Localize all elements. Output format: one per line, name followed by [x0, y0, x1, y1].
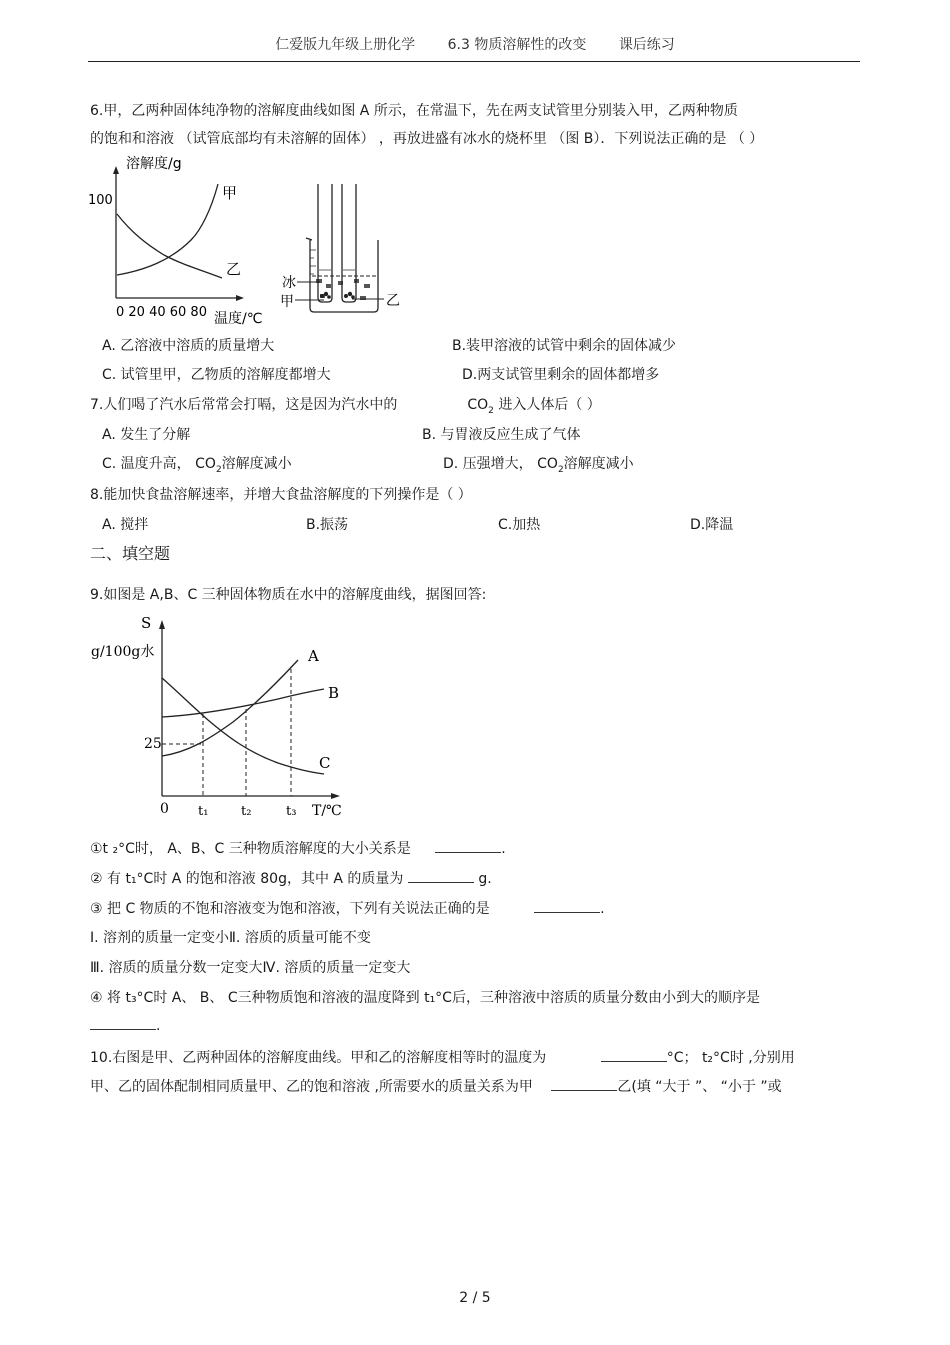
- q9-solubility-chart: [88, 612, 358, 824]
- q9-x0: 0: [160, 801, 169, 817]
- q9-xt2: t₂: [241, 804, 252, 819]
- q9-sub4-blank[interactable]: [90, 1017, 156, 1030]
- q9-ylabel-unit: g/100g水: [91, 644, 155, 660]
- q9-sub3-blank[interactable]: [534, 900, 600, 913]
- q7-option-c-part1: C. 温度升高，: [102, 456, 191, 472]
- q7-stem-co2: CO: [467, 397, 489, 413]
- q8-option-d: D.降温: [690, 517, 734, 533]
- fig-a-curve-yi: [117, 214, 222, 278]
- q9-options-1-2: Ⅰ. 溶剂的质量一定变小Ⅱ. 溶质的质量可能不变: [90, 930, 371, 946]
- q6-option-a: A. 乙溶液中溶质的质量增大: [102, 338, 275, 354]
- q6-option-b: B.装甲溶液的试管中剩余的固体减少: [452, 338, 677, 354]
- page-number: 2 / 5: [459, 1290, 491, 1306]
- q8-option-a: A. 搅拌: [102, 517, 149, 533]
- q10-line2: [90, 1076, 782, 1096]
- q6-stem-line1: 6.甲，乙两种固体纯净物的溶解度曲线如图 A 所示，在常温下，先在两支试管里分别装入甲，乙两种物质: [90, 103, 738, 119]
- q9-xlabel: T/℃: [312, 803, 342, 819]
- test-tube-yi: [342, 184, 356, 302]
- q9-sub4: ④ 将 t₃°C时 A、 B、 C三种物质饱和溶液的温度降到 t₁°C后，三种溶液中溶质的质量分数由小到大的顺序是: [90, 990, 760, 1006]
- fig-a-label-jia: 甲: [222, 184, 238, 202]
- q6-figure-a: [86, 152, 276, 330]
- undissolved-solids: [320, 292, 355, 299]
- q7-option-c: [102, 453, 292, 475]
- page-header: [0, 34, 950, 54]
- q9-sub2-blank[interactable]: [408, 870, 474, 883]
- q7-stem-part2: 进入人体后（ ）: [498, 397, 601, 413]
- beaker-graduations: [310, 250, 316, 274]
- q7-option-d-sub2: 2: [557, 464, 564, 475]
- q10-line2-tail: 乙(填 “大于 ”、 “小于 ”或: [617, 1079, 782, 1095]
- q9-ylabel-s: S: [141, 614, 152, 632]
- q10-line1-text: 10.右图是甲、乙两种固体的溶解度曲线。甲和乙的溶解度相等时的温度为: [90, 1050, 547, 1066]
- q9-curve-a: [162, 660, 298, 756]
- fig-a-label-yi: 乙: [226, 260, 242, 278]
- q6-stem-line2: 的饱和和溶液 （试管底部均有未溶解的固体） ，再放进盛有冰水的烧杯里 （图 B）．下列说法正确的是 （ ）: [90, 131, 764, 147]
- fig-a-curve-jia: [117, 184, 218, 275]
- q9-label-b: B: [328, 684, 340, 702]
- q8-option-b: B.振荡: [306, 517, 349, 533]
- ice-pieces: [316, 279, 370, 300]
- q9-xt3: t₃: [286, 804, 297, 819]
- q7-option-c-part2: 溶解度减小: [221, 456, 292, 472]
- q7-option-d-part2: 溶解度减小: [563, 456, 634, 472]
- q9-sub3-text: ③ 把 C 物质的不饱和溶液变为饱和溶液，下列有关说法正确的是: [90, 901, 490, 917]
- q6-option-c: C. 试管里甲，乙物质的溶解度都增大: [102, 367, 331, 383]
- q9-stem: 9.如图是 A,B、C 三种固体物质在水中的溶解度曲线，据图回答:: [90, 587, 487, 603]
- q7-stem: [90, 394, 601, 416]
- fig-a-xticks: 0 20 40 60 80: [116, 305, 207, 320]
- header-type: 课后练习: [618, 37, 675, 53]
- q9-sub3: ③ 把 C 物质的不饱和溶液变为饱和溶液，下列有关说法正确的是 .: [90, 901, 605, 917]
- q9-sub1-text: ①t ₂°C时， A、B、C 三种物质溶解度的大小关系是: [90, 841, 411, 857]
- fig-a-y-arrow: [113, 166, 119, 174]
- beaker-lip: [306, 238, 312, 240]
- fig-a-y100: 100: [88, 193, 113, 208]
- q9-x-arrow: [331, 793, 340, 799]
- q7-stem-part1: 7.人们喝了汽水后常常会打嗝，这是因为汽水中的: [90, 397, 398, 413]
- fig-a-x-arrow: [236, 295, 244, 301]
- q7-option-c-co2: CO: [195, 456, 216, 472]
- header-book: 仁爱版九年级上册化学: [275, 37, 416, 53]
- q7-option-d-co2: CO: [537, 456, 558, 472]
- q9-label-c: C: [319, 754, 331, 772]
- q9-options-3-4: Ⅲ. 溶质的质量分数一定变大Ⅳ. 溶质的质量一定变大: [90, 960, 411, 976]
- q7-option-d: [443, 453, 634, 475]
- q9-sub1: ①t ₂°C时， A、B、C 三种物质溶解度的大小关系是 .: [90, 841, 506, 857]
- q8-option-c: C.加热: [498, 517, 541, 533]
- q10-blank-temp[interactable]: [601, 1049, 667, 1062]
- header-rule: [88, 61, 860, 62]
- q10-line1-tail: °C； t₂°C时 ,分别用: [666, 1050, 795, 1066]
- fig-b-label-yi: 乙: [386, 293, 400, 309]
- q7-option-b: B. 与胃液反应生成了气体: [422, 427, 581, 443]
- q9-curve-b: [162, 689, 324, 717]
- fig-b-label-ice: 冰: [282, 275, 296, 291]
- q9-label-a: A: [308, 647, 319, 665]
- q9-y-arrow: [159, 620, 165, 629]
- q9-sub2: [90, 868, 492, 888]
- fig-a-ylabel: 溶解度/g: [126, 156, 182, 172]
- q10-line2-text: 甲、乙的固体配制相同质量甲、乙的饱和溶液 ,所需要水的质量关系为甲: [90, 1079, 533, 1095]
- q9-xt1: t₁: [198, 804, 209, 819]
- q6-option-d: D.两支试管里剩余的固体都增多: [462, 367, 660, 383]
- q10-blank-compare[interactable]: [551, 1078, 617, 1091]
- q6-figure-b: [276, 178, 406, 316]
- section-fill-in: 二、填空题: [90, 544, 171, 563]
- q9-sub2-unit: g.: [478, 871, 492, 887]
- fig-b-label-jia: 甲: [280, 294, 294, 310]
- q9-y25: 25: [144, 736, 162, 752]
- q7-option-d-part1: D. 压强增大，: [443, 456, 533, 472]
- header-chapter: 6.3 物质溶解性的改变: [447, 37, 587, 53]
- q7-option-a: A. 发生了分解: [102, 427, 191, 443]
- q7-option-c-sub2: 2: [215, 464, 222, 475]
- q9-sub2-text: ② 有 t₁°C时 A 的饱和溶液 80g，其中 A 的质量为: [90, 871, 404, 887]
- q9-sub1-blank[interactable]: [435, 840, 501, 853]
- fig-a-xlabel: 温度/℃: [214, 311, 263, 327]
- q10-line1: [90, 1047, 795, 1067]
- q8-stem: 8.能加快食盐溶解速率，并增大食盐溶解度的下列操作是（ ）: [90, 487, 472, 503]
- q9-sub4-period: .: [156, 1018, 161, 1034]
- q9-curve-c: [162, 678, 324, 774]
- q7-stem-sub2: 2: [488, 405, 494, 416]
- q9-sub4-answer: [90, 1017, 160, 1034]
